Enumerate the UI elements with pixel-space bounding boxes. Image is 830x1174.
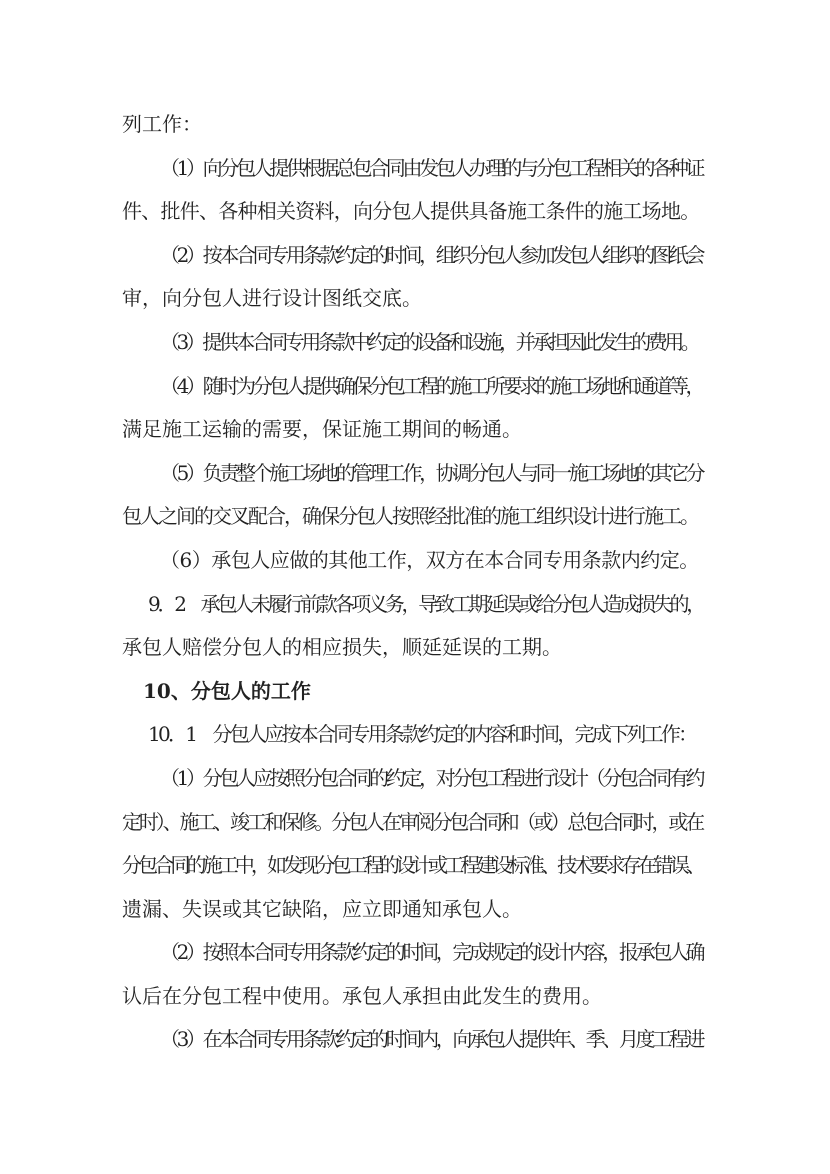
text-line: 9．2 承包人未履行前款各项义务，导致工期延误或给分包人造成损失的， [148,591,703,616]
text-line: （1）向分包人提供根据总包合同由发包人办理的与分包工程相关的各种证 [160,155,702,180]
text-line: （2）按本合同专用条款约定的时间，组织分包人参加发包人组织的图纸会 [160,242,702,267]
section-heading: 10、分包人的工作 [143,678,311,703]
text-line: 10．1 分包人应按本合同专用条款约定的内容和时间，完成下列工作： [148,722,696,747]
text-line: 审，向分包人进行设计图纸交底。 [122,286,422,311]
text-line: 遗漏、失误或其它缺陷，应立即通知承包人。 [122,896,522,921]
text-line: （3）在本合同专用条款约定的时间内，向承包人提供年、季、月度工程进 [160,1027,702,1052]
text-line: 定时）、施工、竣工和保修。分包人在审阅分包合同和（或）总包合同时，或在 [122,809,702,834]
text-line: （2）按照本合同专用条款约定的时间，完成规定的设计内容，报承包人确 [160,940,702,965]
text-line: 认后在分包工程中使用。承包人承担由此发生的费用。 [122,983,602,1008]
document-body [122,108,702,1067]
text-line: 列工作： [122,112,202,136]
text-line: （5）负责整个施工场地的管理工作，协调分包人与同一施工场地的其它分 [160,460,702,485]
text-line: （4）随时为分包人提供确保分包工程的施工所要求的施工场地和通道等， [160,373,702,398]
text-line: （3）提供本合同专用条款中约定的设备和设施，并承担因此发生的费用。 [160,329,698,354]
text-line: 满足施工运输的需要，保证施工期间的畅通。 [122,417,522,442]
text-line: 包人之间的交叉配合，确保分包人按照经批准的施工组织设计进行施工。 [122,504,698,529]
text-line: 件、批件、各种相关资料，向分包人提供具备施工条件的施工场地。 [122,199,700,224]
text-line: 承包人赔偿分包人的相应损失，顺延延误的工期。 [122,635,562,660]
text-line: 分包合同的施工中，如发现分包工程的设计或工程建设标准、技术要求存在错误、 [122,853,702,878]
text-line: （1）分包人应按照分包合同的约定，对分包工程进行设计（分包合同有约 [160,765,702,790]
text-line: （6）承包人应做的其他工作，双方在本合同专用条款内约定。 [160,547,699,572]
